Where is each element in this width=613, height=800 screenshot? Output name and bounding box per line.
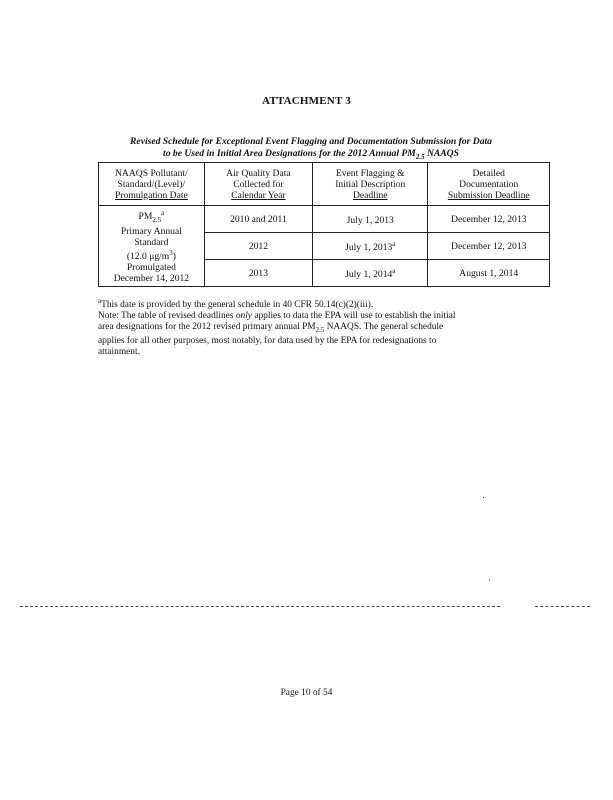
pollutant-name xyxy=(102,208,201,226)
flag-date: July 1, 2014 xyxy=(345,269,393,281)
year-cell: 2012 xyxy=(204,233,312,260)
attachment-heading: ATTACHMENT 3 xyxy=(262,95,351,107)
flag-date-cell xyxy=(313,206,428,233)
header-aq-line3: Calendar Year xyxy=(231,189,286,201)
page-number: Page 10 of 54 xyxy=(280,688,333,698)
header-pollutant-line3: Promulgation Date xyxy=(115,189,188,201)
schedule-title xyxy=(96,136,526,163)
header-pollutant xyxy=(99,163,205,206)
pollutant-level xyxy=(102,248,201,262)
flag-date-cell xyxy=(313,233,428,260)
flag-date-sup: a xyxy=(392,266,396,275)
header-doc-line1: Detailed xyxy=(472,167,505,179)
pollutant-level-sup: 3 xyxy=(169,248,173,257)
header-pollutant-line1: NAAQS Pollutant/ xyxy=(115,167,188,179)
note-line2-b: NAAQS. The general schedule xyxy=(324,322,444,333)
footnote-text: This date is provided by the general schedule in 40 CFR 50.14(c)(2)(iii). xyxy=(101,300,374,311)
note-line1 xyxy=(98,311,558,322)
schedule-title-line2 xyxy=(96,148,526,163)
header-pollutant-line2: Standard/(Level)/ xyxy=(117,178,186,190)
table-notes xyxy=(98,296,558,358)
footnote xyxy=(98,296,558,311)
header-aq-line1: Air Quality Data xyxy=(226,167,291,179)
table-row xyxy=(99,206,550,233)
pollutant-line3: Standard xyxy=(134,236,169,248)
header-flag-line3: Deadline xyxy=(352,189,388,201)
header-detailed-documentation xyxy=(428,163,550,206)
footnote-marker: a xyxy=(98,297,102,305)
scan-speck xyxy=(489,579,490,580)
pollutant-level-prefix: (12.0 μg/m xyxy=(126,251,170,263)
doc-deadline-cell: August 1, 2014 xyxy=(428,260,550,287)
header-event-flagging xyxy=(313,163,428,206)
pollutant-line2: Primary Annual xyxy=(120,225,182,237)
schedule-title-line2-sub: 2.5 xyxy=(415,152,425,161)
note-line1-a: Note: The table of revised deadlines xyxy=(98,311,236,322)
header-doc-line2: Documentation xyxy=(459,178,519,190)
pollutant-name-sup: a xyxy=(161,208,165,217)
pollutant-name-sub: 2.5 xyxy=(152,215,162,224)
pollutant-name-main: PM xyxy=(138,211,153,223)
header-air-quality-data xyxy=(204,163,312,206)
note-line4: attainment. xyxy=(98,347,140,357)
note-line3: applies for all other purposes, most notably, for data used by the EPA for redesignations to xyxy=(98,336,437,346)
header-flag-line1: Event Flagging & xyxy=(335,167,405,179)
pollutant-level-suffix: ) xyxy=(172,251,176,263)
header-doc-line3: Submission Deadline xyxy=(447,189,530,201)
note-line2 xyxy=(98,322,558,336)
header-flag-line2: Initial Description xyxy=(335,178,406,190)
pollutant-cell xyxy=(99,206,205,287)
schedule-table xyxy=(98,162,550,287)
schedule-title-line2-suffix: NAAQS xyxy=(424,148,459,159)
scan-dash-line-right xyxy=(535,606,590,607)
scan-dash-line-left xyxy=(20,606,500,607)
schedule-title-line2-prefix: to be Used in Initial Area Designations for the 2012 Annual PM xyxy=(163,148,416,159)
header-aq-line2: Collected for xyxy=(233,178,284,190)
year-cell: 2013 xyxy=(204,260,312,287)
flag-date: July 1, 2013 xyxy=(346,215,394,227)
flag-date-cell xyxy=(313,260,428,287)
flag-date: July 1, 2013 xyxy=(345,242,393,254)
note-line2-a: area designations for the 2012 revised primary annual PM xyxy=(98,322,316,333)
table-header-row xyxy=(99,163,550,206)
doc-deadline-cell: December 12, 2013 xyxy=(428,206,550,233)
scan-speck xyxy=(483,497,484,498)
pollutant-line6: December 14, 2012 xyxy=(113,273,190,285)
note-line1-b: applies to data the EPA will use to establish the initial xyxy=(251,311,456,322)
year-cell: 2010 and 2011 xyxy=(204,206,312,233)
note-line2-sub: 2.5 xyxy=(315,326,325,334)
doc-deadline-cell: December 12, 2013 xyxy=(428,233,550,260)
note-emphasis-only: only xyxy=(235,311,252,322)
flag-date-sup: a xyxy=(392,239,396,248)
schedule-title-line1: Revised Schedule for Exceptional Event Flagging and Documentation Submission for Data xyxy=(130,136,492,147)
pollutant-line5: Promulgated xyxy=(126,262,176,274)
